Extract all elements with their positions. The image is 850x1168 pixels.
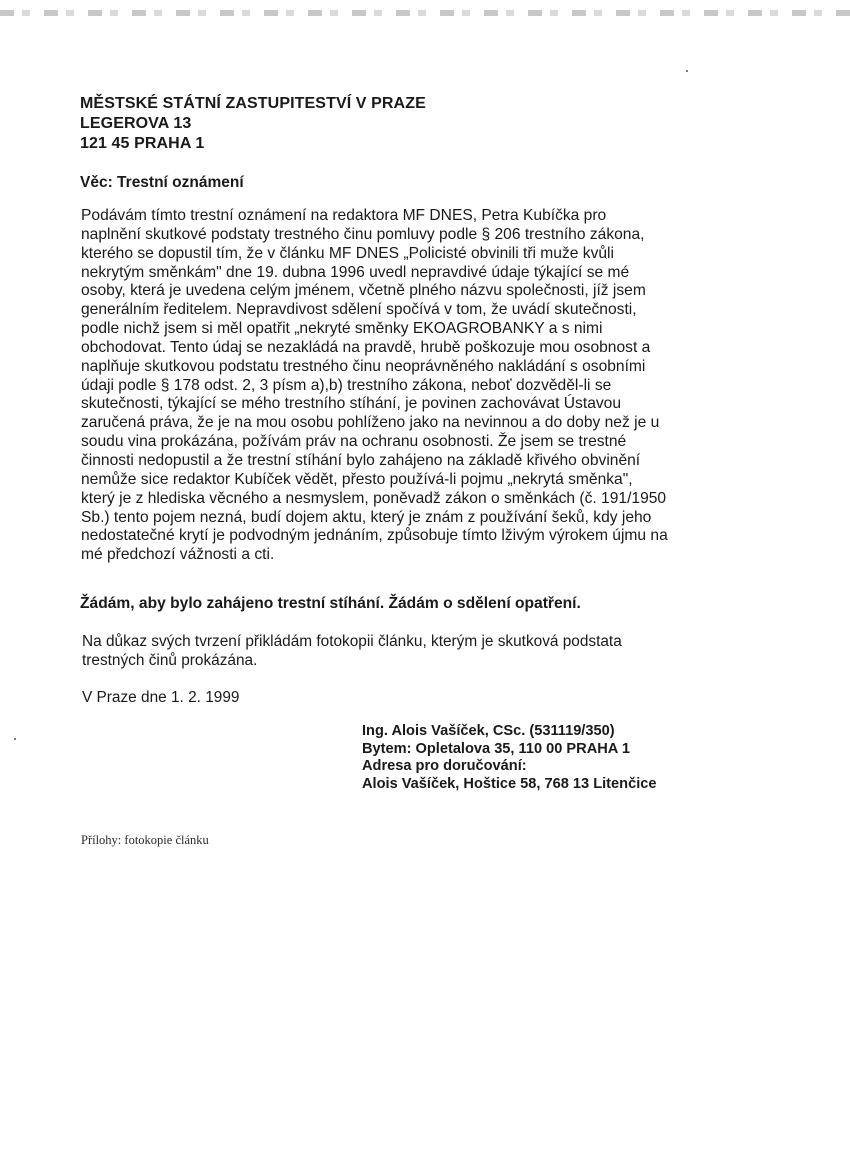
signature-name: Ing. Alois Vašíček, CSc. (531119/350) (362, 723, 615, 739)
body-line: nedostatečné krytí je podvodným jednáním, způsobuje tímto lživým výrokem újmu na (81, 527, 668, 545)
addressee-line-1: MĚSTSKÉ STÁTNÍ ZASTUPITESTVÍ V PRAZE (80, 95, 426, 112)
addressee-block (80, 94, 426, 154)
scan-speck (686, 70, 688, 72)
body-line: který je z hlediska věcného a nesmyslem, poněvadž zákon o směnkách (č. 191/1950 (81, 489, 667, 507)
signature-block (362, 723, 656, 793)
body-line: naplnění skutkové podstaty trestného činu pomluvy podle § 206 trestního zákona, (81, 225, 645, 243)
addressee-line-3: 121 45 PRAHA 1 (80, 135, 205, 152)
body-line: Podávám tímto trestní oznámení na redaktora MF DNES, Petra Kubíčka pro (81, 207, 607, 224)
body-line: obchodovat. Tento údaj se nezakládá na pravdě, hrubě poškozuje mou osobnost a (81, 338, 651, 356)
body-line: mé předchozí vážnosti a cti. (81, 546, 275, 564)
evidence-line: trestných činů prokázána. (82, 652, 258, 669)
body-line: činnosti nedopustil a že trestní stíhání bylo zahájeno na základě křivého obvinění (81, 451, 641, 469)
evidence-paragraph (82, 632, 622, 670)
signature-delivery-label: Adresa pro doručování: (362, 758, 527, 774)
signature-delivery-address: Alois Vašíček, Hoštice 58, 768 13 Litenčice (362, 775, 657, 792)
body-line: údaji podle § 178 odst. 2, 3 písm a),b) trestního zákona, neboť dozvěděl-li se (81, 376, 612, 394)
body-line: nekrytým směnkám" dne 19. dubna 1996 uvedl nepravdivé údaje týkající se mé (81, 263, 630, 281)
body-line: soudu vina prokázána, požívám práv na ochranu osobnosti. Že jsem se trestné (81, 433, 627, 451)
signature-residence: Bytem: Opletalova 35, 110 00 PRAHA 1 (362, 740, 630, 757)
evidence-line: Na důkaz svých tvrzení přikládám fotokopii článku, kterým je skutková podstata (82, 633, 622, 650)
scan-top-edge (0, 10, 850, 16)
subject-line: Věc: Trestní oznámení (80, 174, 244, 191)
body-line: podle nichž jsem si měl opatřit „nekryté směnky EKOAGROBANKY a s nimi (81, 320, 603, 338)
body-line: skutečnosti, týkající se mého trestního stíhání, je povinen zachovávat Ústavou (81, 395, 622, 413)
body-line: nemůže sice redaktor Kubíček vědět, přesto používá-li pojmu „nekrytá směnka", (81, 470, 633, 488)
body-line: naplňuje skutkovou podstatu trestného činu neoprávněného nakládání s osobními (81, 357, 646, 375)
body-line: osoby, která je uvedena celým jménem, včetně plného názvu společnosti, jíž jsem (81, 282, 646, 300)
body-line: generálním ředitelem. Nepravdivost sdělení spočívá v tom, že uvádí skutečnosti, (81, 301, 637, 319)
body-line: Sb.) tento pojem nezná, budí dojem aktu, který je znám z používání šeků, kdy jeho (81, 508, 652, 526)
attachments-note: Přílohy: fotokopie článku (81, 833, 209, 847)
addressee-line-2: LEGEROVA 13 (80, 115, 192, 132)
date-place: V Praze dne 1. 2. 1999 (82, 689, 240, 706)
body-line: zaručená práva, že je na mou osobu pohlíženo jako na nevinnou a do doby než je u (81, 414, 660, 432)
scan-speck (14, 738, 16, 740)
body-line: kterého se dopustil tím, že v článku MF DNES „Policisté obvinili tři muže kvůli (81, 244, 614, 262)
request-statement: Žádám, aby bylo zahájeno trestní stíhání. Žádám o sdělení opatření. (80, 595, 581, 612)
body-paragraph (81, 207, 731, 565)
